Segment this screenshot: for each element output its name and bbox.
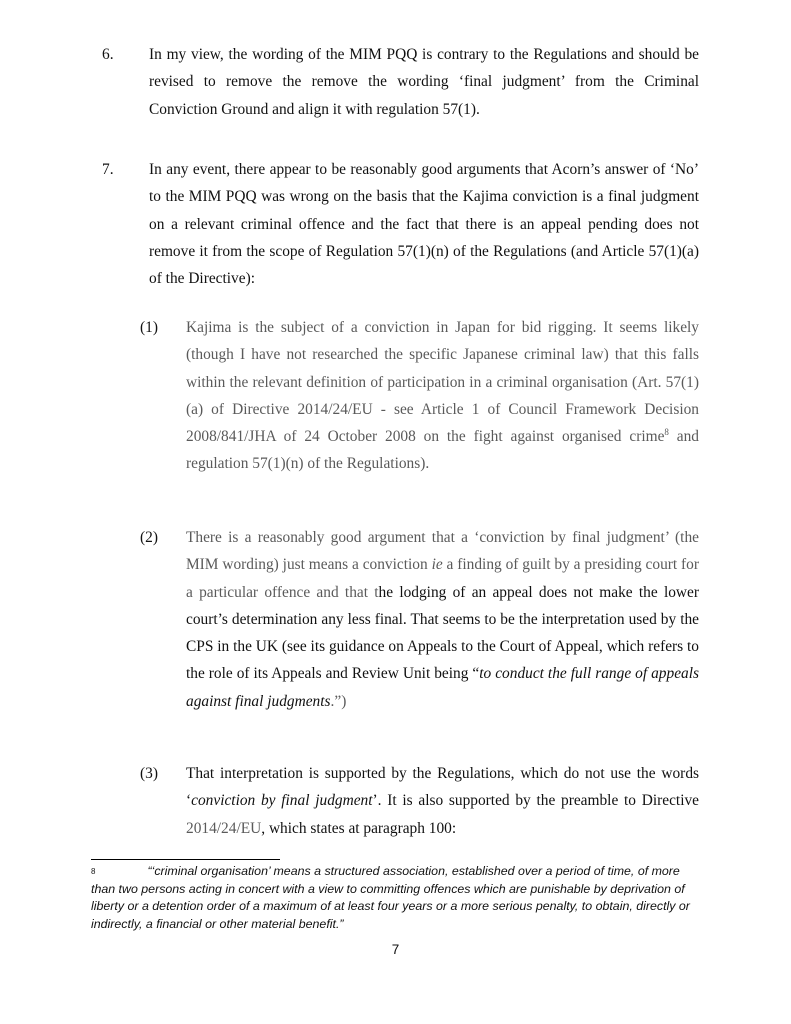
footnote-separator bbox=[91, 859, 280, 860]
paragraph-7-text: In any event, there appear to be reasonably good arguments that Acorn’s answer of ‘No’ to the MIM PQQ was wrong on the basis that the Kajima conviction is a final judgment on a relevant criminal offence and the fact that there is an appeal pending does not remove it from the scope of Regulation 57(1)(n) of the Regulations (and Article 57(1)(a) of the Directive): bbox=[149, 161, 699, 288]
footnote-mark: 8 bbox=[91, 867, 96, 876]
subparagraph-3-text bbox=[186, 760, 699, 842]
subparagraph-2-part-a: There is a reasonably good argument that a ‘conviction by final judgment’ (the MIM wording) just means a conviction bbox=[186, 529, 699, 574]
subparagraph-1-number: (1) bbox=[140, 319, 158, 336]
subparagraph-1-body-end: and regulation 57(1)(n) of the Regulations). bbox=[186, 428, 699, 473]
subparagraph-3-number: (3) bbox=[140, 765, 158, 782]
subparagraph-3-part-c: , which states at paragraph 100: bbox=[261, 819, 457, 837]
paragraph-6-text: In my view, the wording of the MIM PQQ is contrary to the Regulations and should be revised to remove the remove the wording ‘final judgment’ from the Criminal Conviction Ground and align it with regulation 57(1). bbox=[149, 46, 699, 118]
subparagraph-3-directive: 2014/24/EU bbox=[186, 819, 262, 837]
subparagraph-3-part-b: ’. It is also supported by the preamble to Directive bbox=[372, 792, 699, 810]
subparagraph-2-part-c: he lodging of an appeal does not make the lower court’s determination any less final. That seems to be the interpretation used by the CPS in the UK (see its guidance on Appeals to the Court of Appeal, which refers to the role of its Appeals and Review Unit being “ bbox=[186, 583, 699, 683]
subparagraph-3-italic: conviction by final judgment bbox=[191, 792, 373, 810]
subparagraph-2-quote: to conduct the full range of appeals against final judgments bbox=[186, 665, 699, 710]
footnote-text: “‘criminal organisation’ means a structured association, established over a period of time, of more than two persons acting in concert with a view to committing offences which are punishable by deprivation of liberty or a detention order of a maximum of at least four years or a more serious penalty, to obtain, directly or indirectly, a financial or other material benefit.” bbox=[91, 864, 690, 931]
subparagraph-2-number: (2) bbox=[140, 529, 158, 546]
paragraph-6-number: 6. bbox=[102, 46, 114, 63]
footnote-reference-8[interactable]: 8 bbox=[664, 427, 669, 438]
subparagraph-2-ie: ie bbox=[431, 556, 443, 574]
subparagraph-1-body: Kajima is the subject of a conviction in Japan for bid rigging. It seems likely (though I have not researched the specific Japanese criminal law) that this falls within the relevant definition of participation in a criminal organisation (Art. 57(1)(a) of Directive 2014/24/EU - see Article 1 of Council Framework Decision 2008/841/JHA of 24 October 2008 on the fight against organised crime bbox=[186, 319, 699, 446]
subparagraph-2-text bbox=[186, 524, 699, 715]
subparagraph-3-part-a: That interpretation is supported by the Regulations, which do not use the words ‘ bbox=[186, 765, 699, 810]
footnote-8 bbox=[91, 863, 701, 933]
subparagraph-2-part-b: a finding of guilt by a presiding court for a particular offence and that t bbox=[186, 556, 699, 601]
page-number: 7 bbox=[391, 942, 400, 957]
subparagraph-1-text bbox=[186, 314, 699, 478]
paragraph-7-number: 7. bbox=[102, 161, 114, 178]
subparagraph-2-end: .”) bbox=[330, 692, 347, 710]
